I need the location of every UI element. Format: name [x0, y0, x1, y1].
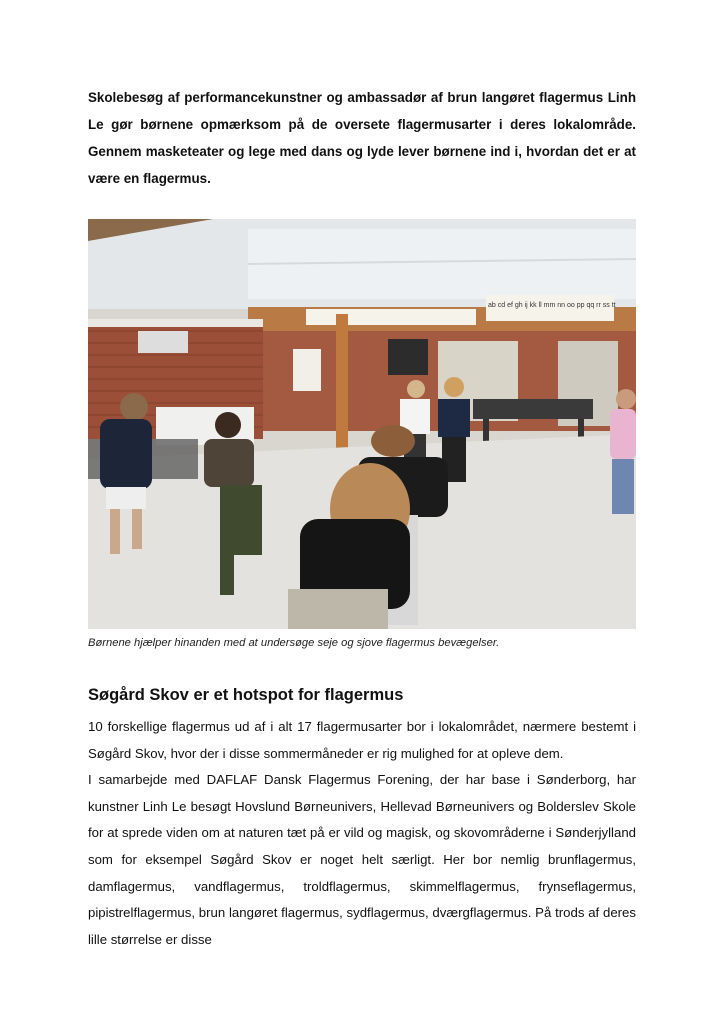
classroom-photo: [88, 219, 636, 629]
wooden-pillar: [336, 314, 348, 454]
section-body: [88, 714, 636, 953]
photo-illustration: [88, 219, 636, 629]
alphabet-strip-left: [306, 309, 476, 325]
speaker-box: [138, 331, 188, 353]
tv-screen: [388, 339, 428, 375]
body-paragraph-2: I samarbejde med DAFLAF Dansk Flagermus Forening, der har base i Sønderborg, har kunstner Linh Le besøgt Hovslund Børneunivers, Hellevad Børneunivers og Bolderslev Skole for at sprede viden om at naturen tæt på er vild og magisk, og skovområderne i Sønderjylland som for eksempel Søgård Skov er noget helt særligt. Her bor nemlig brunflagermus, damflagermus, vandflagermus, troldflagermus, skimmelflagermus, frynseflagermus, pipistrelflagermus, brun langøret flagermus, sydflagermus, dværgflagermus. På trods af deres lille størrelse er disse: [88, 772, 636, 947]
shuffleboard-table: [473, 399, 593, 419]
notice-board: [293, 349, 321, 391]
photo-caption: Børnene hjælper hinanden med at undersøge seje og sjove flagermus bevægelser.: [88, 637, 500, 649]
alphabet-strip-text: ab cd ef gh ij kk ll mm nn oo pp qq rr ss tt: [488, 302, 616, 309]
section-heading: Søgård Skov er et hotspot for flagermus: [88, 686, 404, 704]
body-paragraph-1: 10 forskellige flagermus ud af i alt 17 flagermusarter bor i lokalområdet, nærmere bestemt i Søgård Skov, hvor der i disse sommermåneder er rig mulighed for at opleve dem.: [88, 719, 636, 761]
intro-paragraph: Skolebesøg af performancekunstner og ambassadør af brun langøret flagermus Linh Le gør børnene opmærksom på de oversete flagermusarter i deres lokalområde. Gennem masketeater og lege med dans og lyde lever børnene ind i, hvordan det er at være en flagermus.: [88, 90, 636, 186]
